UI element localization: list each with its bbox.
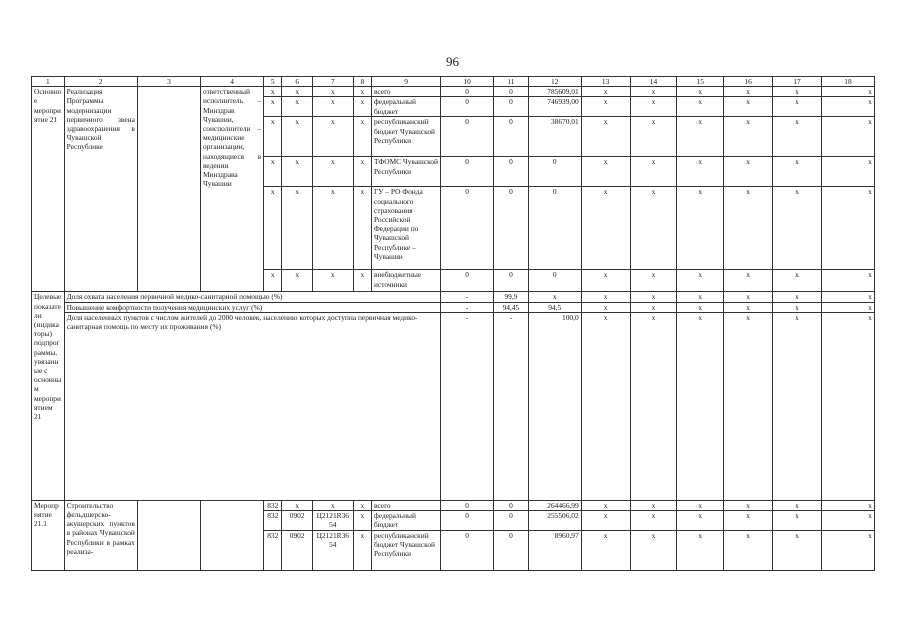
- page-number: 96: [446, 54, 459, 69]
- funding-source: ГУ – РО Фонда социального страхования Российской Федерации по Чувашской Республике – Чувашии: [371, 187, 440, 270]
- cell-c8: x: [353, 97, 371, 117]
- cell-c15: x: [677, 511, 724, 531]
- cell-c8: x: [353, 157, 371, 187]
- cell-c10: 0: [441, 187, 494, 270]
- cell-c10: 0: [441, 531, 494, 571]
- cell-c6: x: [282, 117, 313, 157]
- cell-c17: x: [773, 511, 822, 531]
- cell-c5: 832: [264, 500, 282, 510]
- cell-c13: x: [581, 97, 630, 117]
- cell-c17: x: [773, 157, 822, 187]
- cell-c12: 785609,01: [528, 87, 581, 97]
- cell-c12: 100,0: [528, 312, 581, 500]
- cell-c11: -: [494, 312, 529, 500]
- cell-c17: x: [773, 302, 822, 312]
- cell-c15: x: [677, 187, 724, 270]
- header-cell: 11: [494, 77, 529, 87]
- cell-c10: -: [441, 292, 494, 302]
- cell-c18: x: [821, 511, 874, 531]
- table-row: [32, 87, 875, 97]
- header-cell: 12: [528, 77, 581, 87]
- cell-c18: x: [821, 312, 874, 500]
- cell-c14: x: [630, 157, 677, 187]
- cell-c11: 0: [494, 187, 529, 270]
- cell-c17: x: [773, 187, 822, 270]
- cell-c15: x: [677, 500, 724, 510]
- activity-title: Строительство фельдшерско-акушерских пунктов в районах Чувашской Республики в рамках реализа-: [64, 500, 137, 570]
- cell-c18: x: [821, 117, 874, 157]
- cell-c17: x: [773, 97, 822, 117]
- table-row: [32, 500, 875, 510]
- cell-c14: x: [630, 87, 677, 97]
- cell-c14: x: [630, 500, 677, 510]
- cell-c7: x: [312, 97, 353, 117]
- cell-c13: x: [581, 302, 630, 312]
- cell-c14: x: [630, 292, 677, 302]
- cell-c15: x: [677, 302, 724, 312]
- cell-c16: x: [724, 500, 773, 510]
- cell-c12: 746939,00: [528, 97, 581, 117]
- cell-c12: 0: [528, 157, 581, 187]
- cell-c11: 99,9: [494, 292, 529, 302]
- cell-c18: x: [821, 302, 874, 312]
- cell-c17: x: [773, 117, 822, 157]
- cell-c11: 0: [494, 511, 529, 531]
- table-row: [32, 312, 875, 500]
- cell-c17: x: [773, 531, 822, 571]
- cell-c7: x: [312, 270, 353, 292]
- cell-c7: Ц2121R3654: [312, 531, 353, 571]
- cell-c6: x: [282, 187, 313, 270]
- header-cell: 16: [724, 77, 773, 87]
- cell-c13: x: [581, 531, 630, 571]
- header-cell: 14: [630, 77, 677, 87]
- cell-c10: -: [441, 312, 494, 500]
- cell-c18: x: [821, 97, 874, 117]
- cell-c5: x: [264, 117, 282, 157]
- cell-c18: x: [821, 292, 874, 302]
- cell-c16: x: [724, 187, 773, 270]
- header-cell: 5: [264, 77, 282, 87]
- cell-c13: x: [581, 292, 630, 302]
- cell-c12: 255506,02: [528, 511, 581, 531]
- cell-c12: 94,5: [528, 302, 581, 312]
- funding-source: внебюджетные источники: [371, 270, 440, 292]
- funding-source: республиканский бюджет Чувашской Республики: [371, 531, 440, 571]
- header-cell: 18: [821, 77, 874, 87]
- cell-c6: x: [282, 87, 313, 97]
- cell-c15: x: [677, 117, 724, 157]
- cell-c18: x: [821, 531, 874, 571]
- cell-c6: x: [282, 157, 313, 187]
- cell-c16: x: [724, 97, 773, 117]
- cell-c11: 0: [494, 117, 529, 157]
- cell-c8: x: [353, 187, 371, 270]
- cell-c5: x: [264, 187, 282, 270]
- cell-c7: x: [312, 157, 353, 187]
- cell-c16: x: [724, 292, 773, 302]
- empty-cell: [137, 87, 200, 292]
- responsible-executor: ответственный исполнитель – Минздрав Чувашии, соисполнители – медицинские организации, находящиеся в ведении Минздрава Чувашии: [200, 87, 263, 292]
- cell-c8: x: [353, 87, 371, 97]
- cell-c5: x: [264, 87, 282, 97]
- cell-c7: x: [312, 117, 353, 157]
- cell-c11: 0: [494, 157, 529, 187]
- cell-c6: 0902: [282, 511, 313, 531]
- cell-c14: x: [630, 97, 677, 117]
- cell-c10: 0: [441, 117, 494, 157]
- cell-c5: 832: [264, 511, 282, 531]
- header-cell: 15: [677, 77, 724, 87]
- cell-c15: x: [677, 157, 724, 187]
- cell-c7: x: [312, 187, 353, 270]
- header-row: [32, 77, 875, 87]
- cell-c12: 38670,01: [528, 117, 581, 157]
- cell-c5: 832: [264, 531, 282, 571]
- cell-c10: 0: [441, 500, 494, 510]
- cell-c15: x: [677, 87, 724, 97]
- cell-c6: x: [282, 97, 313, 117]
- cell-c12: 264466,99: [528, 500, 581, 510]
- funding-source: всего: [371, 500, 440, 510]
- cell-c10: -: [441, 302, 494, 312]
- cell-c11: 0: [494, 500, 529, 510]
- cell-c7: Ц2121R3654: [312, 511, 353, 531]
- cell-c17: x: [773, 312, 822, 500]
- header-cell: 13: [581, 77, 630, 87]
- funding-source: ТФОМС Чувашской Республики: [371, 157, 440, 187]
- cell-c7: x: [312, 87, 353, 97]
- cell-c5: x: [264, 157, 282, 187]
- cell-c15: x: [677, 97, 724, 117]
- cell-c10: 0: [441, 87, 494, 97]
- funding-source: федеральный бюджет: [371, 97, 440, 117]
- cell-c13: x: [581, 87, 630, 97]
- cell-c15: x: [677, 312, 724, 500]
- cell-c14: x: [630, 511, 677, 531]
- header-cell: 10: [441, 77, 494, 87]
- cell-c12: x: [528, 292, 581, 302]
- cell-c14: x: [630, 312, 677, 500]
- cell-c17: x: [773, 270, 822, 292]
- cell-c16: x: [724, 270, 773, 292]
- cell-c17: x: [773, 500, 822, 510]
- cell-c18: x: [821, 270, 874, 292]
- funding-source: всего: [371, 87, 440, 97]
- cell-c6: x: [282, 500, 313, 510]
- header-cell: 6: [282, 77, 313, 87]
- cell-c18: x: [821, 500, 874, 510]
- cell-c11: 0: [494, 97, 529, 117]
- header-cell: 2: [64, 77, 137, 87]
- cell-c15: x: [677, 531, 724, 571]
- header-cell: 17: [773, 77, 822, 87]
- activity-code: Мероприятие 21.1: [32, 500, 65, 570]
- empty-cell: [137, 500, 200, 570]
- cell-c12: 8960,97: [528, 531, 581, 571]
- cell-c12: 0: [528, 270, 581, 292]
- cell-c6: x: [282, 270, 313, 292]
- header-cell: 7: [312, 77, 353, 87]
- cell-c8: x: [353, 511, 371, 531]
- cell-c16: x: [724, 302, 773, 312]
- cell-c15: x: [677, 292, 724, 302]
- cell-c14: x: [630, 270, 677, 292]
- cell-c13: x: [581, 500, 630, 510]
- cell-c11: 94,45: [494, 302, 529, 312]
- cell-c18: x: [821, 87, 874, 97]
- header-cell: 9: [371, 77, 440, 87]
- indicator-text: Доля населенных пунктов с числом жителей до 2000 человек, населению которых доступна первичная медико-санитарная помощь по месту их проживания (%): [64, 312, 441, 500]
- cell-c7: x: [312, 500, 353, 510]
- cell-c10: 0: [441, 157, 494, 187]
- cell-c6: 0902: [282, 531, 313, 571]
- cell-c16: x: [724, 312, 773, 500]
- cell-c5: x: [264, 97, 282, 117]
- cell-c12: 0: [528, 187, 581, 270]
- cell-c13: x: [581, 270, 630, 292]
- cell-c11: 0: [494, 531, 529, 571]
- cell-c8: x: [353, 270, 371, 292]
- cell-c13: x: [581, 312, 630, 500]
- cell-c16: x: [724, 511, 773, 531]
- header-cell: 4: [200, 77, 263, 87]
- header-cell: 3: [137, 77, 200, 87]
- activity-code: Основное мероприятие 21: [32, 87, 65, 292]
- cell-c8: x: [353, 117, 371, 157]
- cell-c14: x: [630, 531, 677, 571]
- empty-cell: [200, 500, 263, 570]
- indicators-label: Целевые показатели (индикаторы) подпрограммы, увязанные с основным мероприятием 21: [32, 292, 65, 500]
- cell-c16: x: [724, 157, 773, 187]
- cell-c13: x: [581, 117, 630, 157]
- table-row: [32, 302, 875, 312]
- cell-c16: x: [724, 117, 773, 157]
- cell-c13: x: [581, 157, 630, 187]
- cell-c15: x: [677, 270, 724, 292]
- cell-c11: 0: [494, 270, 529, 292]
- cell-c10: 0: [441, 97, 494, 117]
- cell-c14: x: [630, 302, 677, 312]
- cell-c18: x: [821, 157, 874, 187]
- activity-title: Реализация Программы модернизации первичного звена здравоохранения в Чувашской Республике: [64, 87, 137, 292]
- cell-c8: x: [353, 531, 371, 571]
- funding-source: республиканский бюджет Чувашской Республики: [371, 117, 440, 157]
- cell-c17: x: [773, 292, 822, 302]
- cell-c17: x: [773, 87, 822, 97]
- cell-c16: x: [724, 87, 773, 97]
- cell-c5: x: [264, 270, 282, 292]
- cell-c18: x: [821, 187, 874, 270]
- cell-c8: x: [353, 500, 371, 510]
- program-table: [31, 76, 875, 571]
- cell-c16: x: [724, 531, 773, 571]
- header-cell: 1: [32, 77, 65, 87]
- cell-c11: 0: [494, 87, 529, 97]
- cell-c14: x: [630, 117, 677, 157]
- indicator-text: Повышение комфортности получения медицинских услуг (%): [64, 302, 441, 312]
- cell-c13: x: [581, 187, 630, 270]
- indicator-text: Доля охвата населения первичной медико-санитарной помощью (%): [64, 292, 441, 302]
- header-cell: 8: [353, 77, 371, 87]
- funding-source: федеральный бюджет: [371, 511, 440, 531]
- cell-c10: 0: [441, 270, 494, 292]
- cell-c14: x: [630, 187, 677, 270]
- cell-c10: 0: [441, 511, 494, 531]
- cell-c13: x: [581, 511, 630, 531]
- table-row: [32, 292, 875, 302]
